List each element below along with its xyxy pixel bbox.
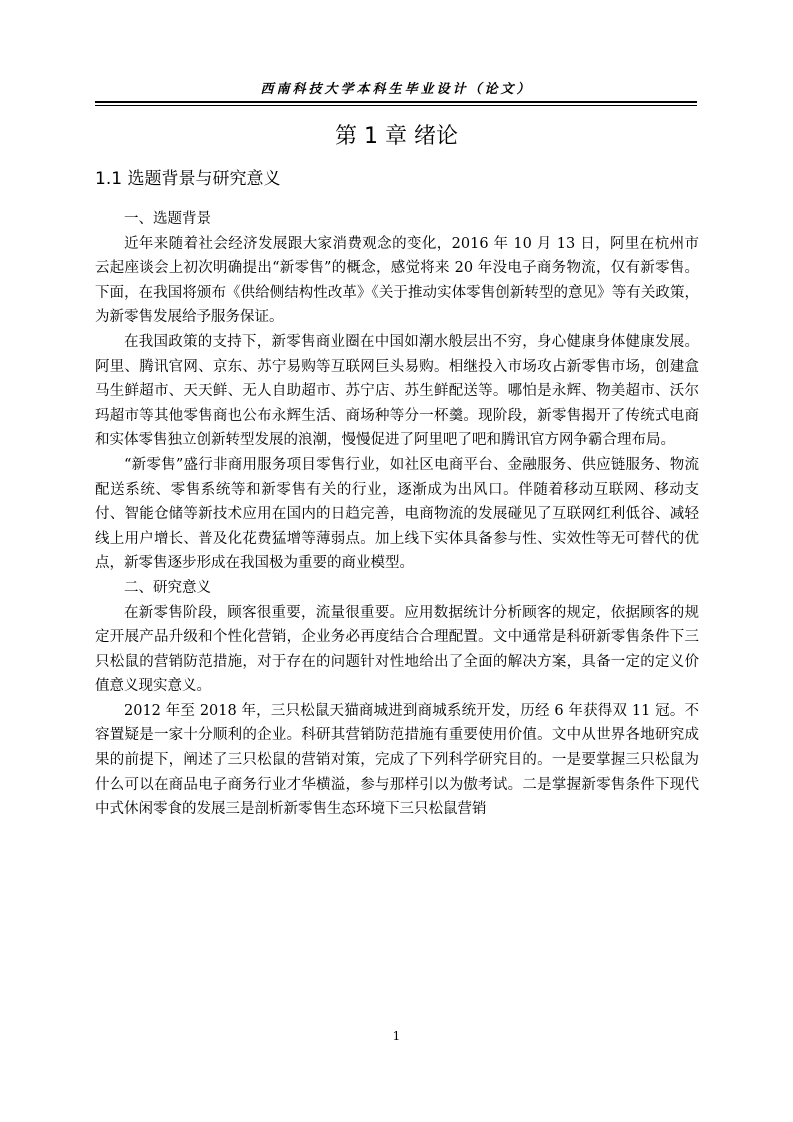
paragraph: 在我国政策的支持下，新零售商业圈在中国如潮水般层出不穷，身心健康身体健康发展。阿里、腾讯官网、京东、苏宁易购等互联网巨头易购。相继投入市场攻占新零售市场，创建盒马生鲜超市、天天鲜、无人自助超市、苏宁店、苏生鲜配送等。哪怕是永辉、物美超市、沃尔玛超市等其他零售商也公布永辉生活、商场种等分一杯羹。现阶段，新零售揭开了传统式电商和实体零售独立创新转型发展的浪潮，慢慢促进了阿里吧了吧和腾讯官方网争霸合理布局。: [95, 333, 699, 449]
subheading-background: 一、选题背景: [124, 211, 211, 227]
section-heading: 1.1 选题背景与研究意义: [95, 169, 281, 189]
chapter-title: 第 1 章 绪论: [335, 124, 458, 149]
paragraph: “新零售”盛行非商用服务项目零售行业，如社区电商平台、金融服务、供应链服务、物流配送系统、零售系统等和新零售有关的行业，逐渐成为出风口。伴随着移动互联网、移动支付、智能仓储等新技术应用在国内的日趋完善，电商物流的发展碰见了互联网红利低谷、减轻线上用户增长、普及化花费猛增等薄弱点。加上线下实体具备参与性、实效性等无可替代的优点，新零售逐步形成在我国极为重要的商业模型。: [95, 456, 699, 572]
paragraph: 在新零售阶段，顾客很重要，流量很重要。应用数据统计分析顾客的规定，依据顾客的规定开展产品升级和个性化营销，企业务必再度结合合理配置。文中通常是科研新零售条件下三只松鼠的营销防范措施，对于存在的问题针对性地给出了全面的解决方案，具备一定的定义价值意义现实意义。: [95, 604, 699, 695]
page-number: 1: [392, 1029, 401, 1043]
paragraph: 近年来随着社会经济发展跟大家消费观念的变化，2016 年 10 月 13 日，阿里在杭州市云起座谈会上初次明确提出“新零售”的概念，感觉将来 20 年没电子商务物流，仅有新零售。下面，在我国将颁布《供给侧结构性改革》《关于推动实体零售创新转型的意见》等有关政策，为新零售发展给予服务保证。: [95, 235, 699, 326]
running-header: 西南科技大学本科生毕业设计（论文）: [260, 82, 533, 97]
header-rule-thick: [95, 101, 697, 103]
subheading-significance: 二、研究意义: [124, 579, 211, 596]
paragraph: 2012 年至 2018 年，三只松鼠天猫商城进到商城系统开发，历经 6 年获得双 11 冠。不容置疑是一家十分顺利的企业。科研其营销防范措施有重要使用价值。文中从世界各地研究成果的前提下，阐述了三只松鼠的营销对策，完成了下列科学研究目的。一是要掌握三只松鼠为什么可以在商品电子商务行业才华横溢，参与那样引以为傲考试。二是掌握新零售条件下现代中式休闲零食的发展三是剖析新零售生态环境下三只松鼠营销: [95, 702, 699, 818]
header-rule-thin: [95, 105, 697, 106]
body-text: [95, 207, 699, 822]
